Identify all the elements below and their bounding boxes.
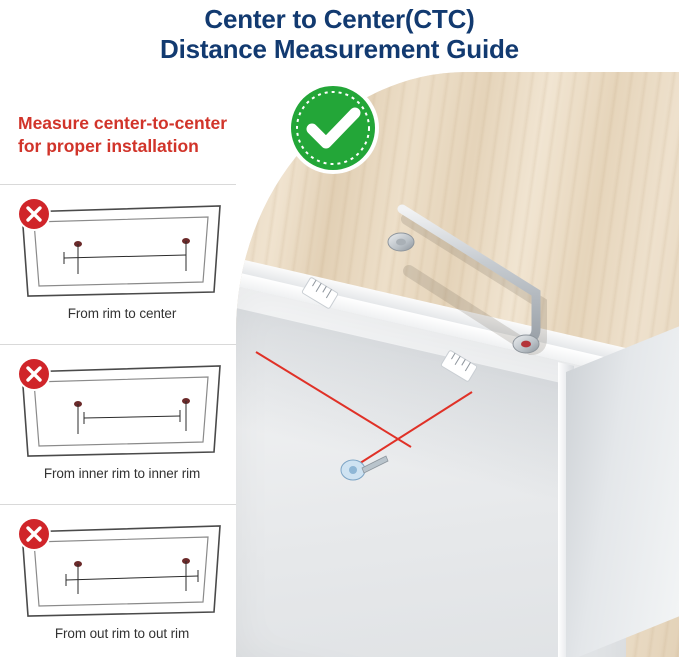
note-line-2: for proper installation (18, 136, 199, 156)
page-title (0, 4, 679, 64)
example-card-inner-rim-to-inner-rim (8, 352, 236, 481)
title-line-2: Distance Measurement Guide (160, 34, 519, 64)
red-x-badge-icon (16, 196, 52, 232)
example-card-out-rim-to-out-rim (8, 512, 236, 641)
title-line-1: Center to Center(CTC) (204, 4, 475, 34)
instruction-note (18, 112, 288, 158)
red-x-badge-icon (16, 356, 52, 392)
divider-top (0, 184, 236, 185)
ruler-marker-1 (302, 277, 339, 309)
green-check-badge-icon (281, 76, 385, 180)
example-figure (8, 192, 236, 302)
ruler-marker-2 (441, 350, 478, 382)
example-caption: From rim to center (67, 306, 177, 321)
example-caption: From inner rim to inner rim (43, 466, 201, 481)
note-line-1: Measure center-to-center (18, 113, 228, 133)
divider-1 (0, 344, 236, 345)
divider-2 (0, 504, 236, 505)
red-x-badge-icon (16, 516, 52, 552)
example-caption: From out rim to out rim (54, 626, 190, 641)
example-card-rim-to-center (8, 192, 236, 321)
example-figure (8, 352, 236, 462)
example-figure (8, 512, 236, 622)
